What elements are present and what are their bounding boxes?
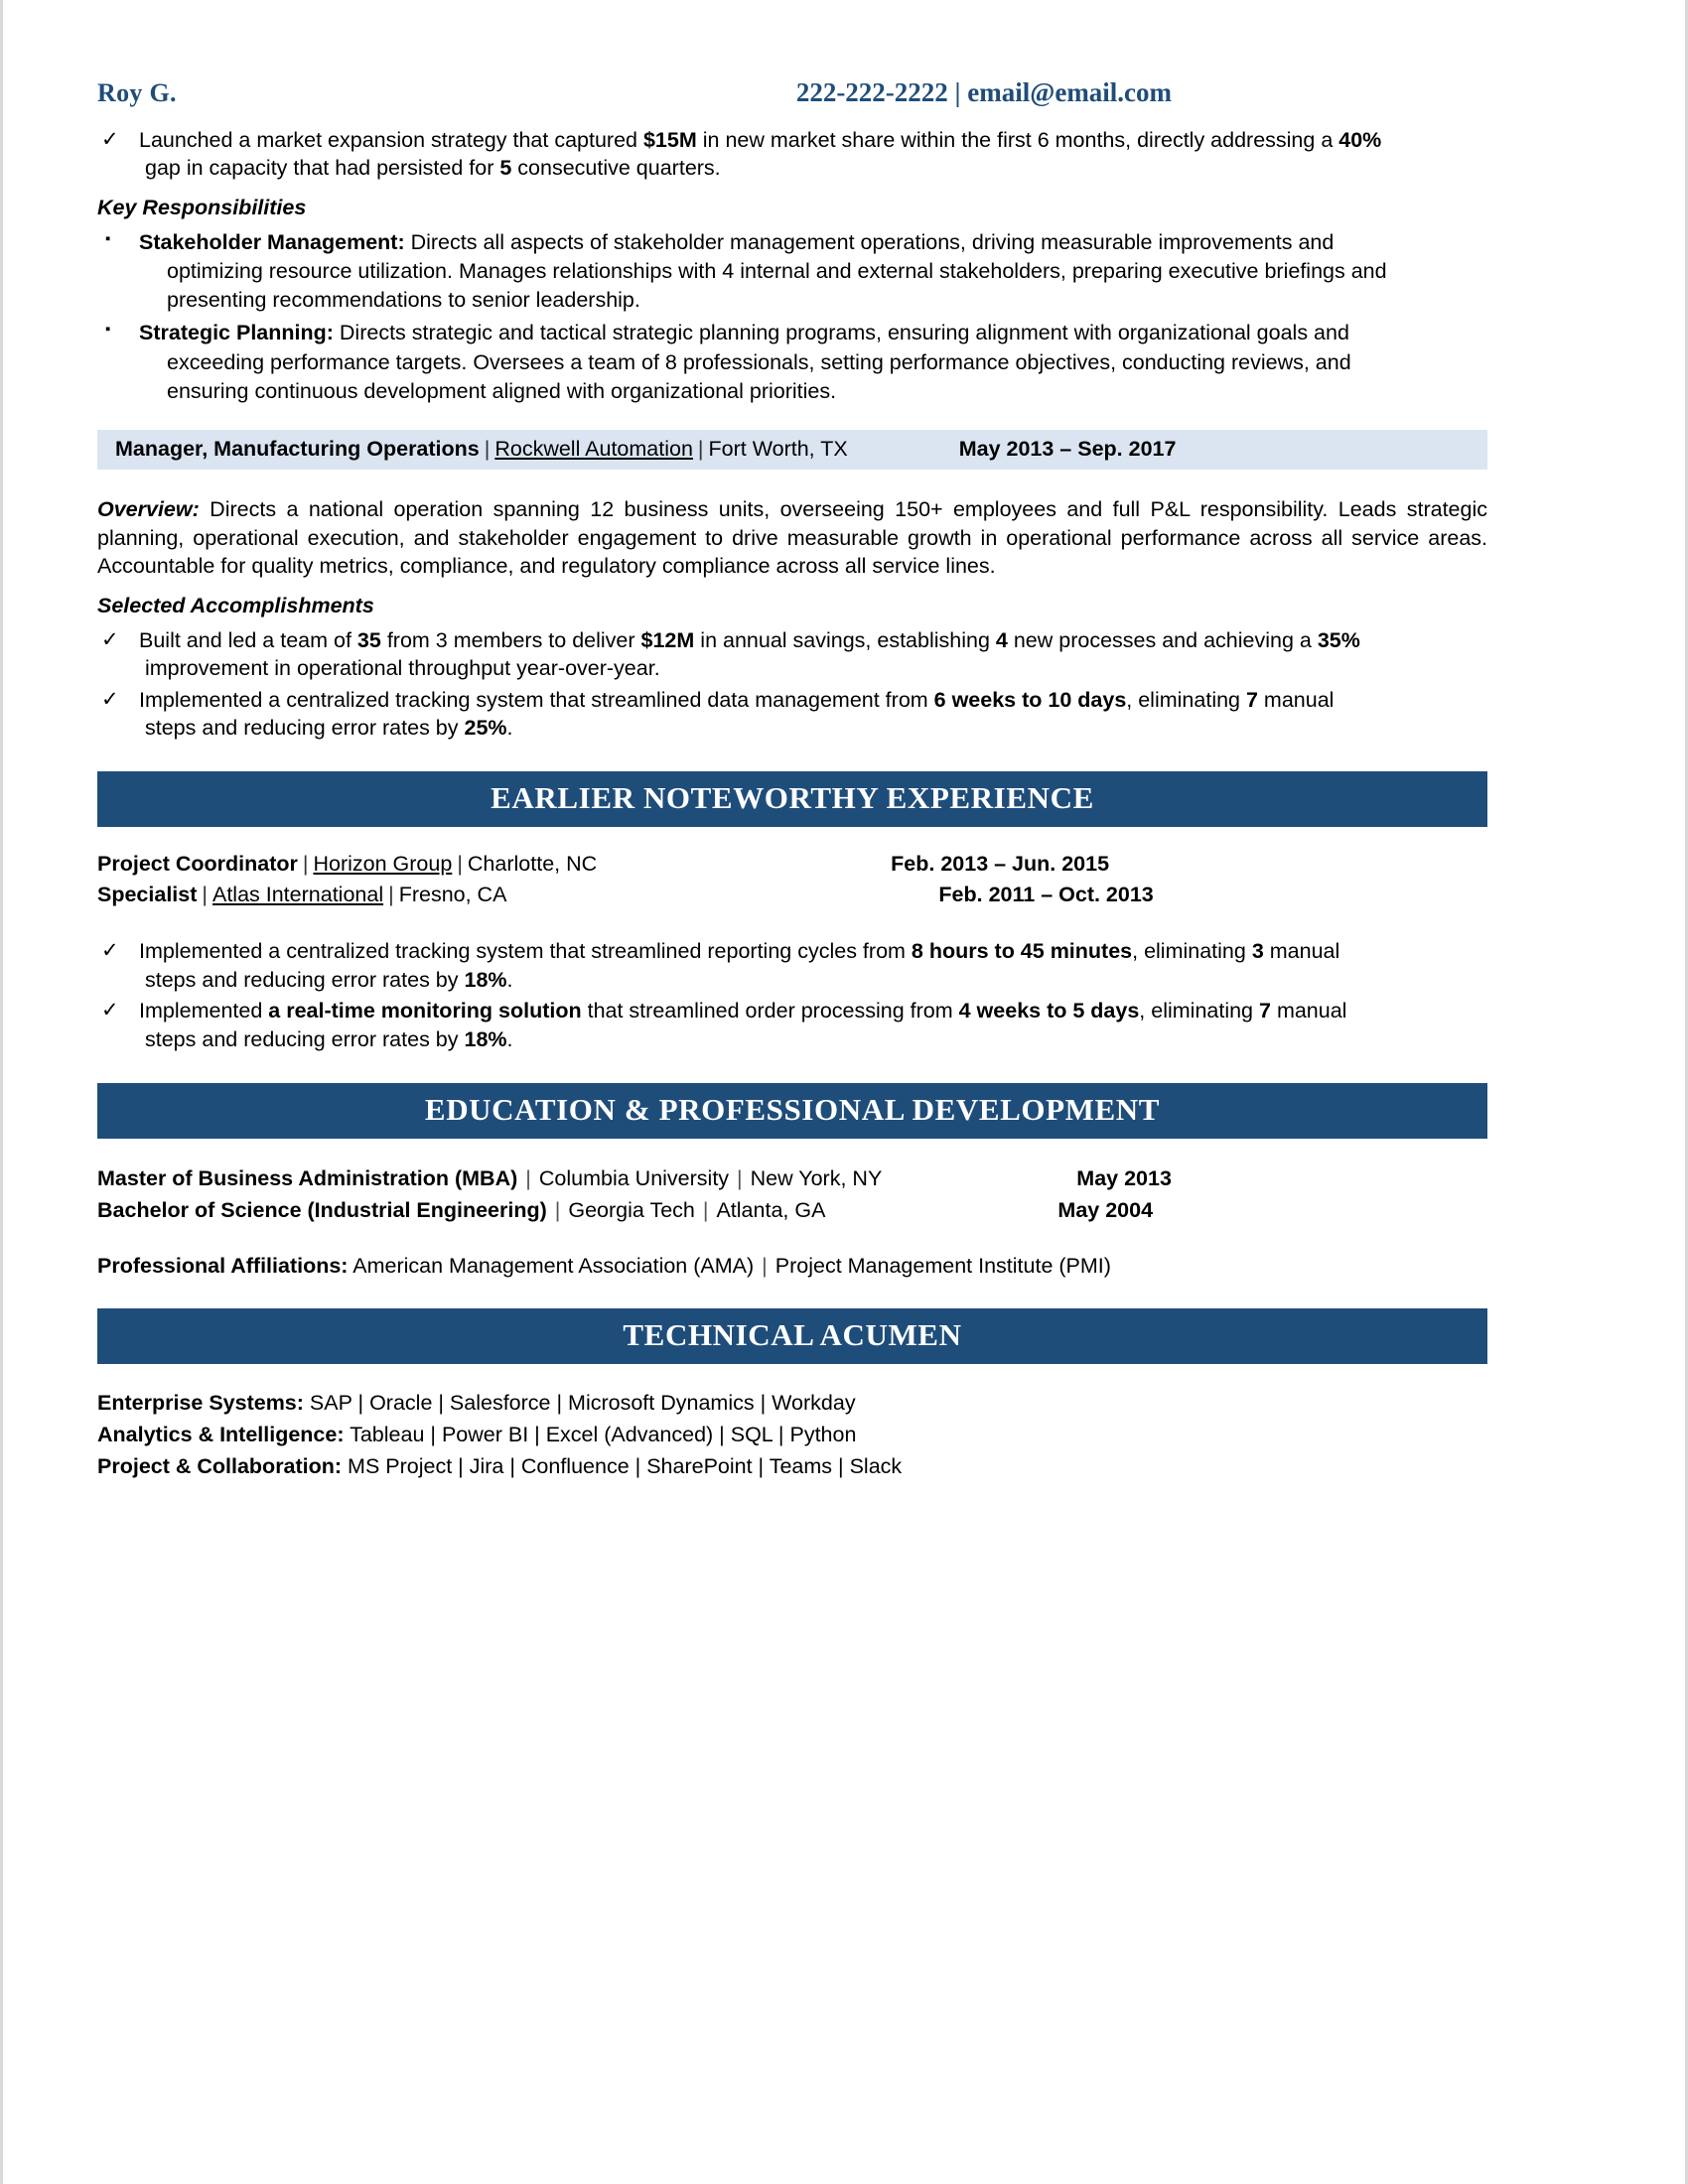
responsibility-line: Directs strategic and tactical strategic planning programs, ensuring alignment with organizational goals and [333, 321, 1349, 345]
entry-dates: Feb. 2011 – Oct. 2013 [938, 882, 1154, 906]
job-title: Manager, Manufacturing Operations [115, 437, 480, 462]
education-location: New York, NY [750, 1165, 883, 1190]
education-school: Georgia Tech [568, 1198, 695, 1223]
list-item [97, 997, 1487, 1053]
job-company[interactable]: Rockwell Automation [494, 437, 693, 462]
responsibility-line: Directs all aspects of stakeholder management operations, driving measurable improvements and [404, 229, 1335, 254]
bullet-text [139, 126, 1487, 183]
list-item [97, 937, 1487, 994]
spacer [97, 827, 1487, 849]
separator: | [388, 882, 394, 906]
skill-row [97, 1451, 1487, 1483]
entry-company[interactable]: Atlas International [211, 882, 384, 906]
bullet-segment: Launched a market expansion strategy that captured [139, 128, 643, 152]
education-degree: Master of Business Administration (MBA) [97, 1165, 518, 1190]
bullet-highlight: 18% [464, 967, 507, 992]
bullet-segment: manual [1257, 687, 1335, 712]
separator: | [484, 437, 491, 462]
key-responsibilities-list [97, 228, 1487, 406]
entry-role: Specialist [97, 882, 198, 906]
affiliation-item: American Management Association (AMA) [348, 1254, 755, 1279]
earlier-experience-entry [97, 880, 1487, 910]
entry-role: Project Coordinator [97, 852, 298, 877]
bullet-segment: Implemented [139, 999, 269, 1024]
bullet-text [139, 937, 1487, 994]
bullet-segment: , eliminating [1132, 939, 1252, 964]
spacer [97, 909, 1487, 937]
check-icon: ✓ [101, 999, 119, 1023]
bullet-continuation [139, 714, 1487, 742]
resume-header [97, 77, 1487, 108]
bullet-segment: , eliminating [1139, 999, 1259, 1024]
list-item [97, 319, 1487, 406]
education-date: May 2004 [1057, 1198, 1154, 1223]
bullet-segment: in new market share within the first 6 months, directly addressing a [696, 128, 1339, 152]
separator: | [762, 1254, 768, 1279]
bullet-highlight: 4 weeks to 5 days [958, 999, 1140, 1024]
entry-dates: Feb. 2013 – Jun. 2015 [891, 852, 1110, 877]
bullet-segment: Implemented a centralized tracking system that streamlined reporting cycles from [139, 939, 912, 964]
bullet-segment: in annual savings, establishing [694, 627, 996, 652]
job-dates: May 2013 – Sep. 2017 [958, 437, 1177, 462]
skill-category-label: Enterprise Systems: [97, 1391, 304, 1416]
bullet-highlight: 40% [1338, 128, 1382, 152]
bullet-segment: gap in capacity that had persisted for [145, 156, 500, 181]
check-icon: ✓ [101, 687, 119, 711]
bullet-highlight: $15M [642, 128, 697, 152]
bullet-highlight: 7 [1259, 999, 1271, 1024]
list-item [97, 626, 1487, 683]
education-left [97, 1162, 882, 1194]
skill-category-label: Project & Collaboration: [97, 1454, 343, 1479]
earlier-experience-entry [97, 849, 1487, 880]
check-icon: ✓ [101, 128, 119, 151]
entry-location: Charlotte, NC [467, 852, 598, 877]
bullet-segment: . [506, 1026, 513, 1051]
bullet-continuation [139, 1025, 1487, 1053]
bullet-segment: consecutive quarters. [511, 156, 721, 181]
bullet-text [139, 626, 1487, 683]
bullet-highlight: $12M [640, 627, 695, 652]
bullet-segment: new processes and achieving a [1007, 627, 1318, 652]
responsibility-line: presenting recommendations to senior leadership. [167, 288, 640, 313]
bullet-text [139, 686, 1487, 743]
bullet-text [139, 997, 1487, 1053]
section-banner-earlier-experience: EARLIER NOTEWORTHY EXPERIENCE [97, 771, 1487, 827]
responsibility-line: optimizing resource utilization. Manages relationships with 4 internal and external stakeholders, preparing executive briefings and [167, 258, 1387, 283]
overview-text: Directs a national operation spanning 12 business units, overseeing 150+ employees and full P&L responsibility. Leads strategic planning, operational execution, and stakeholder engagement to drive measurable growth in operational performance across all service areas. Accountable for quality metrics, compliance, and regulatory compliance across all service lines. [97, 497, 1487, 579]
key-responsibilities-heading: Key Responsibilities [97, 195, 307, 219]
bullet-continuation [139, 966, 1487, 994]
square-bullet-icon: ▪ [105, 321, 111, 339]
education-entry [97, 1194, 1487, 1226]
responsibility-label: Strategic Planning: [139, 321, 334, 345]
earlier-experience-bullets [97, 937, 1487, 1053]
education-entry [97, 1162, 1487, 1194]
job-overview [97, 495, 1487, 581]
separator: | [737, 1165, 743, 1190]
affiliations-label: Professional Affiliations: [97, 1254, 349, 1279]
responsibility-text [139, 321, 1487, 406]
bullet-highlight: 35 [356, 627, 381, 652]
separator: | [554, 1198, 561, 1223]
spacer [97, 1364, 1487, 1388]
bullet-segment: steps and reducing error rates by [145, 716, 465, 741]
education-degree: Bachelor of Science (Industrial Engineering) [97, 1198, 547, 1223]
bullet-highlight: 18% [464, 1026, 507, 1051]
bullet-highlight: a real-time monitoring solution [268, 999, 582, 1024]
education-left [97, 1194, 825, 1226]
bullet-highlight: 35% [1317, 627, 1360, 652]
skill-list: MS Project | Jira | Confluence | SharePoint | Teams | Slack [342, 1454, 903, 1479]
overview-label: Overview: [97, 497, 200, 522]
professional-affiliations [97, 1254, 1487, 1279]
bullet-segment: Built and led a team of [139, 627, 357, 652]
responsibility-text [139, 230, 1487, 316]
selected-accomplishments-heading: Selected Accomplishments [97, 593, 374, 617]
bullet-segment: . [506, 716, 513, 741]
bullet-continuation [139, 154, 1487, 182]
selected-accomplishments-list [97, 626, 1487, 743]
education-location: Atlanta, GA [716, 1198, 826, 1223]
job-header-bar [97, 430, 1487, 470]
bullet-highlight: 6 weeks to 10 days [933, 687, 1127, 712]
top-accomplishment-list [97, 126, 1487, 183]
list-item [97, 126, 1487, 183]
separator: | [697, 437, 704, 462]
skill-row [97, 1420, 1487, 1451]
bullet-segment: manual [1270, 999, 1347, 1024]
spacer [97, 1139, 1487, 1162]
responsibility-line: ensuring continuous development aligned with organizational priorities. [167, 378, 837, 403]
bullet-segment: manual [1263, 939, 1340, 964]
check-icon: ✓ [101, 939, 119, 963]
skill-list: Tableau | Power BI | Excel (Advanced) | SQL | Python [344, 1423, 857, 1447]
responsibility-label: Stakeholder Management: [139, 229, 405, 254]
affiliation-item: Project Management Institute (PMI) [774, 1254, 1111, 1279]
bullet-highlight: 7 [1245, 687, 1258, 712]
check-icon: ✓ [101, 627, 119, 651]
square-bullet-icon: ▪ [105, 229, 111, 247]
bullet-segment: that streamlined order processing from [581, 999, 959, 1024]
separator: | [702, 1198, 709, 1223]
section-banner-education: EDUCATION & PROFESSIONAL DEVELOPMENT [97, 1083, 1487, 1139]
bullet-segment: Implemented a centralized tracking system that streamlined data management from [139, 687, 934, 712]
spacer [97, 1226, 1487, 1254]
contact-info[interactable]: 222-222-2222 | email@email.com [795, 77, 1173, 107]
bullet-segment: steps and reducing error rates by [145, 1026, 465, 1051]
section-banner-technical-acumen: TECHNICAL ACUMEN [97, 1308, 1487, 1364]
skill-list: SAP | Oracle | Salesforce | Microsoft Dynamics | Workday [303, 1391, 856, 1416]
separator: | [457, 852, 463, 877]
list-item [97, 228, 1487, 316]
bullet-segment: from 3 members to deliver [380, 627, 641, 652]
bullet-highlight: 8 hours to 45 minutes [911, 939, 1133, 964]
education-date: May 2013 [1076, 1165, 1172, 1190]
skill-category-label: Analytics & Intelligence: [97, 1423, 345, 1447]
list-item [97, 686, 1487, 743]
entry-left [97, 849, 597, 880]
skill-row [97, 1388, 1487, 1420]
bullet-segment: . [506, 967, 513, 992]
entry-company[interactable]: Horizon Group [313, 852, 453, 877]
bullet-segment: , eliminating [1126, 687, 1246, 712]
bullet-segment: steps and reducing error rates by [145, 967, 465, 992]
bullet-highlight: 25% [464, 716, 507, 741]
entry-location: Fresno, CA [398, 882, 507, 906]
entry-left [97, 880, 506, 910]
separator: | [525, 1165, 531, 1190]
separator: | [302, 852, 309, 877]
bullet-highlight: 5 [499, 156, 512, 181]
separator: | [202, 882, 208, 906]
bullet-continuation: improvement in operational throughput year-over-year. [145, 656, 660, 681]
responsibility-line: exceeding performance targets. Oversees a team of 8 professionals, setting performance objectives, conducting reviews, and [167, 349, 1351, 374]
resume-content [97, 77, 1487, 1483]
education-school: Columbia University [538, 1165, 730, 1190]
job-location: Fort Worth, TX [708, 437, 848, 462]
bullet-highlight: 4 [995, 627, 1008, 652]
candidate-name: Roy G. [97, 78, 177, 107]
bullet-highlight: 3 [1251, 939, 1264, 964]
